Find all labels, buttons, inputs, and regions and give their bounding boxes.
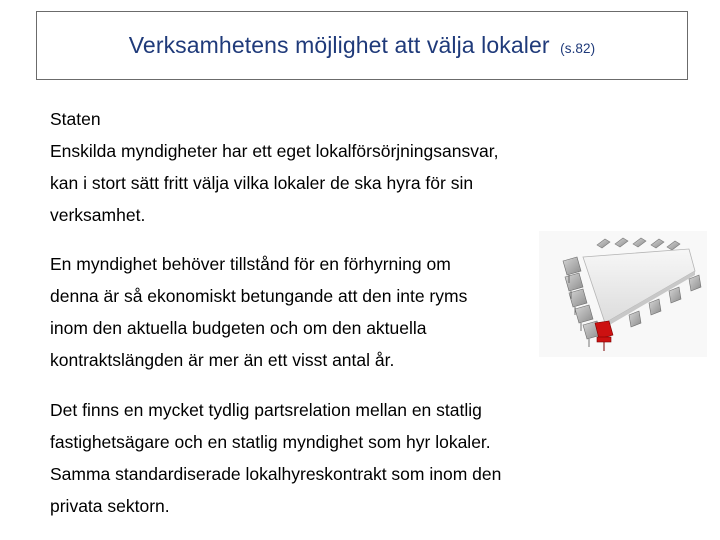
slide-title-text: Verksamhetens möjlighet att välja lokaler [128, 32, 550, 58]
paragraph-line: fastighetsägare och en statlig myndighet som hyr lokaler. [50, 432, 491, 452]
paragraph-line: kan i stort sätt fritt välja vilka lokaler de ska hyra för sin [50, 173, 474, 193]
paragraph-line: Staten [50, 109, 101, 129]
paragraph-line: Det finns en mycket tydlig partsrelation mellan en statlig [50, 400, 482, 420]
conference-table-image [539, 231, 707, 357]
paragraph-line: privata sektorn. [50, 496, 170, 516]
paragraph-tillstand [50, 248, 570, 376]
paragraph-line: denna är så ekonomiskt betungande att den inte ryms [50, 286, 468, 306]
paragraph-line: kontraktslängden är mer än ett visst antal år. [50, 350, 395, 370]
slide-title [129, 32, 595, 59]
slide-title-page-ref: (s.82) [560, 41, 596, 56]
conference-table-icon [539, 231, 707, 357]
paragraph-partsrelation [50, 394, 610, 522]
paragraph-line: En myndighet behöver tillstånd för en förhyrning om [50, 254, 451, 274]
paragraph-line: Enskilda myndigheter har ett eget lokalförsörjningsansvar, [50, 141, 499, 161]
paragraph-line: inom den aktuella budgeten och om den aktuella [50, 318, 427, 338]
title-box [36, 11, 688, 80]
paragraph-staten [50, 103, 610, 231]
paragraph-line: Samma standardiserade lokalhyreskontrakt som inom den [50, 464, 502, 484]
paragraph-line: verksamhet. [50, 205, 146, 225]
